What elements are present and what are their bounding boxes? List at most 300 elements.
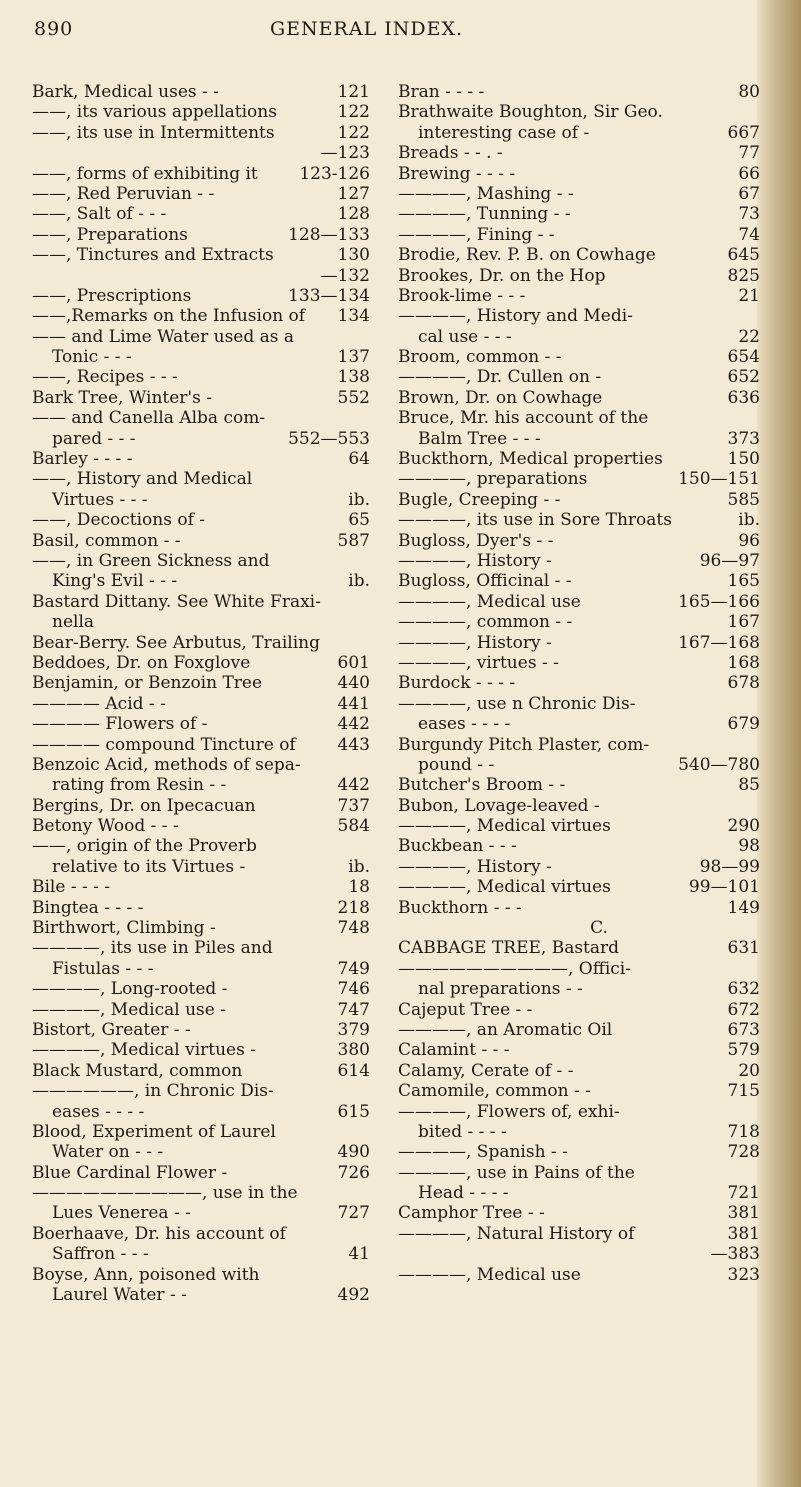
index-entry-page: 21 xyxy=(738,285,760,306)
index-entry-page: 631 xyxy=(727,938,760,959)
index-entry-text: ————, common - - xyxy=(398,612,573,633)
index-entry xyxy=(32,1224,370,1244)
index-entry xyxy=(32,775,370,795)
index-entry xyxy=(32,755,370,775)
index-entry-page: 636 xyxy=(727,387,760,408)
index-entry xyxy=(398,1081,760,1101)
index-entry-text: Brodie, Rev. P. B. on Cowhage xyxy=(398,245,656,266)
index-entry xyxy=(398,592,760,612)
index-entry-text: ——————, in Chronic Dis- xyxy=(32,1081,274,1102)
index-entry xyxy=(398,1224,760,1244)
index-entry-text: ————, use in Pains of the xyxy=(398,1162,635,1183)
index-entry xyxy=(32,531,370,551)
index-entry xyxy=(32,490,370,510)
index-entry-page: 748 xyxy=(337,918,370,939)
index-entry xyxy=(32,1061,370,1081)
index-entry-page: 74 xyxy=(738,224,760,245)
index-entry xyxy=(32,918,370,938)
index-entry xyxy=(398,1061,760,1081)
index-entry xyxy=(398,164,760,184)
index-entry-text: ——, forms of exhibiting it xyxy=(32,163,258,184)
index-entry-text: Bubon, Lovage-leaved - xyxy=(398,795,600,816)
index-entry xyxy=(398,225,760,245)
index-entry-page: 138 xyxy=(337,367,370,388)
index-entry-text: Bingtea - - - - xyxy=(32,897,144,918)
index-entry-text: Benzoic Acid, methods of sepa- xyxy=(32,754,301,775)
index-entry-text: ————, use n Chronic Dis- xyxy=(398,693,636,714)
index-entry-page: —383 xyxy=(710,1244,760,1265)
index-entry-text: Bugle, Creeping - - xyxy=(398,489,561,510)
index-entry-page: 133—134 xyxy=(288,285,370,306)
index-entry-text: eases - - - - xyxy=(52,1101,145,1122)
index-entry-text: Bark Tree, Winter's - xyxy=(32,387,212,408)
index-entry-text: CABBAGE TREE, Bastard xyxy=(398,938,620,959)
index-entry-text: ——, its various appellations xyxy=(32,102,277,123)
index-entry xyxy=(398,979,760,999)
index-entry xyxy=(398,367,760,387)
index-entry xyxy=(32,1020,370,1040)
index-entry xyxy=(32,979,370,999)
index-entry-text: nal preparations - - xyxy=(418,979,583,1000)
index-entry-text: relative to its Virtues - xyxy=(52,856,246,877)
index-entry-page: 492 xyxy=(337,1285,370,1306)
index-entry-page: 726 xyxy=(337,1162,370,1183)
index-entry-text: pound - - xyxy=(418,754,495,775)
index-entry xyxy=(398,1142,760,1162)
index-entry-page: 20 xyxy=(738,1060,760,1081)
index-entry xyxy=(32,1183,370,1203)
index-entry xyxy=(32,1102,370,1122)
index-entry xyxy=(398,714,760,734)
index-entry xyxy=(398,836,760,856)
index-entry xyxy=(398,184,760,204)
index-entry-page: 85 xyxy=(738,775,760,796)
index-entry xyxy=(32,1285,370,1305)
index-entry xyxy=(32,673,370,693)
index-entry xyxy=(398,1163,760,1183)
index-entry-page: 667 xyxy=(727,122,760,143)
index-entry-page: 128 xyxy=(337,204,370,225)
index-entry xyxy=(32,225,370,245)
index-entry-text: Blood, Experiment of Laurel xyxy=(32,1121,276,1142)
index-entry-text: ————, Medical virtues - xyxy=(32,1040,256,1061)
index-entry-page: ib. xyxy=(738,510,760,531)
index-entry xyxy=(398,1000,760,1020)
index-entry xyxy=(398,347,760,367)
index-entry-page: 379 xyxy=(337,1019,370,1040)
page-edge-shadow xyxy=(757,0,801,1487)
index-entry-page: 96—97 xyxy=(699,550,760,571)
index-entry-text: ————, Medical virtues xyxy=(398,877,611,898)
index-entry-page: ib. xyxy=(348,489,370,510)
index-entry-page: 123-126 xyxy=(299,163,370,184)
index-entry xyxy=(398,1122,760,1142)
index-entry-text: ————, History - xyxy=(398,856,552,877)
index-entry-page: 149 xyxy=(727,897,760,918)
index-entry-text: ——, Tinctures and Extracts xyxy=(32,245,274,266)
index-entry-page: 67 xyxy=(738,183,760,204)
index-entry-text: ————, Medical use xyxy=(398,591,581,612)
index-entry xyxy=(398,204,760,224)
index-entry-page: 728 xyxy=(727,1142,760,1163)
index-entry-text: ————, Medical use - xyxy=(32,999,226,1020)
index-entry xyxy=(398,816,760,836)
index-entry-text: ——, its use in Intermittents xyxy=(32,122,275,143)
index-entry xyxy=(398,551,760,571)
index-entry-page: 99—101 xyxy=(688,877,760,898)
index-entry-page: 825 xyxy=(727,265,760,286)
index-entry-text: King's Evil - - - xyxy=(52,571,178,592)
index-entry-text: Barley - - - - xyxy=(32,449,133,470)
index-entry-text: ——, Red Peruvian - - xyxy=(32,183,215,204)
index-entry-text: ————, History and Medi- xyxy=(398,306,633,327)
section-letter-heading xyxy=(398,918,760,938)
index-entry-page: —123 xyxy=(320,143,370,164)
index-entry-text: Bile - - - - xyxy=(32,877,111,898)
index-entry-page: 552—553 xyxy=(288,428,370,449)
index-entry-text: ————, Spanish - - xyxy=(398,1142,568,1163)
index-entry-page: 632 xyxy=(727,979,760,1000)
index-entry xyxy=(32,938,370,958)
index-entry-text: ————, Medical virtues xyxy=(398,816,611,837)
index-entry xyxy=(398,1203,760,1223)
index-entry-page: 41 xyxy=(348,1244,370,1265)
index-entry xyxy=(398,449,760,469)
index-entry-text: ————, History - xyxy=(398,632,552,653)
index-column-right xyxy=(398,82,760,1285)
index-entry xyxy=(32,82,370,102)
index-entry-page: 66 xyxy=(738,163,760,184)
index-entry-page: 584 xyxy=(337,816,370,837)
index-entry xyxy=(32,266,370,286)
index-entry-text: Blue Cardinal Flower - xyxy=(32,1162,228,1183)
index-entry-page: 540—780 xyxy=(678,754,760,775)
index-entry-text: Boerhaave, Dr. his account of xyxy=(32,1223,286,1244)
index-entry xyxy=(398,938,760,958)
index-entry-text: Black Mustard, common xyxy=(32,1060,243,1081)
index-entry-text: ————, virtues - - xyxy=(398,652,559,673)
index-entry-text: ——, in Green Sickness and xyxy=(32,550,270,571)
index-entry-page: 130 xyxy=(337,245,370,266)
index-entry-text: ——, Decoctions of - xyxy=(32,510,206,531)
index-entry-text: Bastard Dittany. See White Fraxi- xyxy=(32,591,321,612)
index-entry-text: ————, its use in Sore Throats xyxy=(398,510,672,531)
index-entry-page: 585 xyxy=(727,489,760,510)
index-entry-text: nella xyxy=(52,612,95,633)
index-entry-page: 98 xyxy=(738,836,760,857)
index-entry xyxy=(32,612,370,632)
index-entry xyxy=(398,775,760,795)
index-entry-page: 721 xyxy=(727,1183,760,1204)
index-entry-page: 150—151 xyxy=(678,469,760,490)
index-entry xyxy=(398,1102,760,1122)
index-entry-text: Camphor Tree - - xyxy=(398,1203,545,1224)
index-entry-text: rating from Resin - - xyxy=(52,775,227,796)
index-entry xyxy=(398,735,760,755)
index-entry xyxy=(398,653,760,673)
index-entry-text: Tonic - - - xyxy=(52,347,132,368)
index-entry-page: 127 xyxy=(337,183,370,204)
index-entry-page: 380 xyxy=(337,1040,370,1061)
index-entry-page: 290 xyxy=(727,816,760,837)
index-entry-text: Broom, common - - xyxy=(398,347,562,368)
index-entry-page: 167 xyxy=(727,612,760,633)
index-entry xyxy=(398,123,760,143)
index-entry-page: 673 xyxy=(727,1019,760,1040)
index-entry-page: —132 xyxy=(320,265,370,286)
index-entry-text: ——, History and Medical xyxy=(32,469,253,490)
index-entry-text: ——, Recipes - - - xyxy=(32,367,178,388)
index-entry-text: Brathwaite Boughton, Sir Geo. xyxy=(398,102,663,123)
index-entry xyxy=(398,408,760,428)
index-entry-text: Bugloss, Dyer's - - xyxy=(398,530,554,551)
index-entry-text: Basil, common - - xyxy=(32,530,181,551)
index-entry-page: 381 xyxy=(727,1203,760,1224)
index-entry-text: Buckthorn - - - xyxy=(398,897,522,918)
index-entry xyxy=(32,408,370,428)
index-entry xyxy=(32,1203,370,1223)
index-entry xyxy=(398,694,760,714)
index-entry xyxy=(398,388,760,408)
index-entry-page: 65 xyxy=(348,510,370,531)
index-entry-page: 552 xyxy=(337,387,370,408)
index-entry-text: ———— Flowers of - xyxy=(32,714,208,735)
index-entry xyxy=(398,82,760,102)
index-entry-text: eases - - - - xyxy=(418,714,511,735)
index-entry-text: Brown, Dr. on Cowhage xyxy=(398,387,603,408)
index-entry-text: Fistulas - - - xyxy=(52,958,154,979)
index-entry-page: 64 xyxy=(348,449,370,470)
index-entry-text: ——, Preparations xyxy=(32,224,188,245)
index-entry-page: 137 xyxy=(337,347,370,368)
index-entry xyxy=(32,449,370,469)
index-entry xyxy=(32,1244,370,1264)
index-entry-page: 73 xyxy=(738,204,760,225)
index-entry xyxy=(32,1142,370,1162)
index-entry-text: interesting case of - xyxy=(418,122,590,143)
index-entry-page: 96 xyxy=(738,530,760,551)
index-entry-text: Burdock - - - - xyxy=(398,673,516,694)
index-entry xyxy=(398,612,760,632)
index-entry xyxy=(32,694,370,714)
index-entry-text: Butcher's Broom - - xyxy=(398,775,566,796)
index-entry-text: Saffron - - - xyxy=(52,1244,149,1265)
index-entry-text: Lues Venerea - - xyxy=(52,1203,191,1224)
index-entry xyxy=(398,469,760,489)
index-entry-text: Laurel Water - - xyxy=(52,1285,187,1306)
index-entry xyxy=(32,429,370,449)
index-entry-text: ————, Fining - - xyxy=(398,224,555,245)
index-entry-text: —— and Canella Alba com- xyxy=(32,408,266,429)
index-entry xyxy=(32,204,370,224)
index-entry xyxy=(32,714,370,734)
index-entry-page: 678 xyxy=(727,673,760,694)
index-entry xyxy=(398,571,760,591)
index-entry-text: Bark, Medical uses - - xyxy=(32,82,219,102)
index-entry-page: 587 xyxy=(337,530,370,551)
index-entry-text: Brewing - - - - xyxy=(398,163,516,184)
index-entry-page: 373 xyxy=(727,428,760,449)
index-entry-text: Bran - - - - xyxy=(398,82,485,102)
index-entry-text: Betony Wood - - - xyxy=(32,816,179,837)
index-entry-text: ————, Medical use xyxy=(398,1264,581,1285)
index-entry-text: ———— Acid - - xyxy=(32,693,166,714)
index-entry-page: 98—99 xyxy=(699,856,760,877)
index-entry-text: ————, Mashing - - xyxy=(398,183,574,204)
index-entry xyxy=(32,551,370,571)
index-entry-page: 121 xyxy=(337,82,370,102)
index-entry-text: Bruce, Mr. his account of the xyxy=(398,408,649,429)
index-entry xyxy=(398,1020,760,1040)
index-entry xyxy=(32,1040,370,1060)
index-entry xyxy=(398,857,760,877)
index-entry-page: ib. xyxy=(348,856,370,877)
index-entry-text: Breads - - . - xyxy=(398,143,503,164)
index-entry-text: Calamint - - - xyxy=(398,1040,510,1061)
index-entry xyxy=(32,796,370,816)
index-entry xyxy=(398,796,760,816)
index-entry-text: ——,Remarks on the Infusion of xyxy=(32,306,306,327)
index-entry-text: ————, Flowers of, exhi- xyxy=(398,1101,620,1122)
index-entry-page: 747 xyxy=(337,999,370,1020)
index-entry-text: Brook-lime - - - xyxy=(398,285,526,306)
index-entry-page: 490 xyxy=(337,1142,370,1163)
index-entry xyxy=(32,816,370,836)
index-entry xyxy=(32,877,370,897)
index-entry-page: 218 xyxy=(337,897,370,918)
index-column-left xyxy=(32,82,370,1305)
index-entry xyxy=(398,877,760,897)
index-entry xyxy=(32,123,370,143)
index-entry-text: ————, Dr. Cullen on - xyxy=(398,367,602,388)
index-entry-text: cal use - - - xyxy=(418,326,512,347)
index-entry xyxy=(32,327,370,347)
index-entry-page: 749 xyxy=(337,958,370,979)
index-entry-text: ————, Long-rooted - xyxy=(32,979,228,1000)
index-entry-text: ————, History - xyxy=(398,550,552,571)
index-entry-text: Bear-Berry. See Arbutus, Trailing xyxy=(32,632,320,653)
index-entry xyxy=(32,592,370,612)
index-entry-text: Benjamin, or Benzoin Tree xyxy=(32,673,263,694)
index-entry xyxy=(398,1265,760,1285)
index-entry-page: 440 xyxy=(337,673,370,694)
index-entry-text: Virtues - - - xyxy=(52,489,148,510)
index-entry xyxy=(398,898,760,918)
index-entry xyxy=(398,633,760,653)
index-entry-text: Birthwort, Climbing - xyxy=(32,918,216,939)
index-entry-page: 652 xyxy=(727,367,760,388)
index-entry-page: 737 xyxy=(337,795,370,816)
index-entry xyxy=(32,633,370,653)
index-entry-page: ib. xyxy=(348,571,370,592)
index-entry xyxy=(32,653,370,673)
index-entry-page: 168 xyxy=(727,652,760,673)
index-entry xyxy=(398,245,760,265)
index-entry xyxy=(398,1183,760,1203)
index-entry xyxy=(398,510,760,530)
index-entry xyxy=(32,1122,370,1142)
index-entry xyxy=(32,347,370,367)
index-entry-page: 441 xyxy=(337,693,370,714)
index-entry-page: 645 xyxy=(727,245,760,266)
index-entry-page: 727 xyxy=(337,1203,370,1224)
index-entry xyxy=(32,245,370,265)
index-entry-text: Buckthorn, Medical properties xyxy=(398,449,663,470)
index-entry xyxy=(398,490,760,510)
index-entry xyxy=(398,266,760,286)
page-header xyxy=(34,18,734,48)
index-entry-text: Beddoes, Dr. on Foxglove xyxy=(32,652,251,673)
index-entry-text: Camomile, common - - xyxy=(398,1081,591,1102)
index-entry-text: C. xyxy=(590,918,608,939)
index-entry xyxy=(398,755,760,775)
index-entry-text: Bistort, Greater - - xyxy=(32,1019,191,1040)
index-entry-page: 18 xyxy=(348,877,370,898)
index-entry-page: 746 xyxy=(337,979,370,1000)
page-number: 890 xyxy=(34,18,74,40)
index-entry-page: 381 xyxy=(727,1223,760,1244)
index-entry-page: 150 xyxy=(727,449,760,470)
index-entry-text: ——————————, Offici- xyxy=(398,958,631,979)
index-entry-page: 323 xyxy=(727,1264,760,1285)
index-entry-page: 718 xyxy=(727,1121,760,1142)
index-entry xyxy=(32,367,370,387)
index-entry xyxy=(32,164,370,184)
index-entry xyxy=(32,469,370,489)
index-entry-text: Head - - - - xyxy=(418,1183,509,1204)
index-entry xyxy=(32,143,370,163)
index-entry-page: 77 xyxy=(738,143,760,164)
index-entry-text: Buckbean - - - xyxy=(398,836,517,857)
index-entry xyxy=(32,1081,370,1101)
index-entry xyxy=(32,836,370,856)
index-entry xyxy=(32,1265,370,1285)
index-entry xyxy=(398,1244,760,1264)
index-entry xyxy=(398,143,760,163)
index-entry-text: ————, Tunning - - xyxy=(398,204,571,225)
index-entry-text: Brookes, Dr. on the Hop xyxy=(398,265,606,286)
index-entry-page: 165—166 xyxy=(678,591,760,612)
index-entry xyxy=(398,306,760,326)
index-entry xyxy=(32,898,370,918)
index-entry-text: ——, Prescriptions xyxy=(32,285,192,306)
index-entry-page: 134 xyxy=(337,306,370,327)
index-entry-text: Balm Tree - - - xyxy=(418,428,541,449)
index-entry-page: 579 xyxy=(727,1040,760,1061)
index-entry-page: 615 xyxy=(337,1101,370,1122)
index-entry-page: 679 xyxy=(727,714,760,735)
index-entry-text: Water on - - - xyxy=(52,1142,164,1163)
index-entry-text: ——, origin of the Proverb xyxy=(32,836,257,857)
index-entry xyxy=(398,429,760,449)
index-entry-text: Bugloss, Officinal - - xyxy=(398,571,572,592)
index-entry-page: 122 xyxy=(337,122,370,143)
index-entry-text: ——————————, use in the xyxy=(32,1183,298,1204)
index-entry xyxy=(398,327,760,347)
index-entry-text: ———— compound Tincture of xyxy=(32,734,296,755)
index-entry-text: Calamy, Cerate of - - xyxy=(398,1060,574,1081)
index-entry-page: 672 xyxy=(727,999,760,1020)
index-entry xyxy=(398,102,760,122)
index-entry xyxy=(32,286,370,306)
index-entry xyxy=(398,531,760,551)
index-entry xyxy=(32,857,370,877)
index-entry-page: 442 xyxy=(337,775,370,796)
index-entry-page: 443 xyxy=(337,734,370,755)
index-entry-page: 601 xyxy=(337,652,370,673)
index-entry xyxy=(32,306,370,326)
index-entry xyxy=(398,1040,760,1060)
